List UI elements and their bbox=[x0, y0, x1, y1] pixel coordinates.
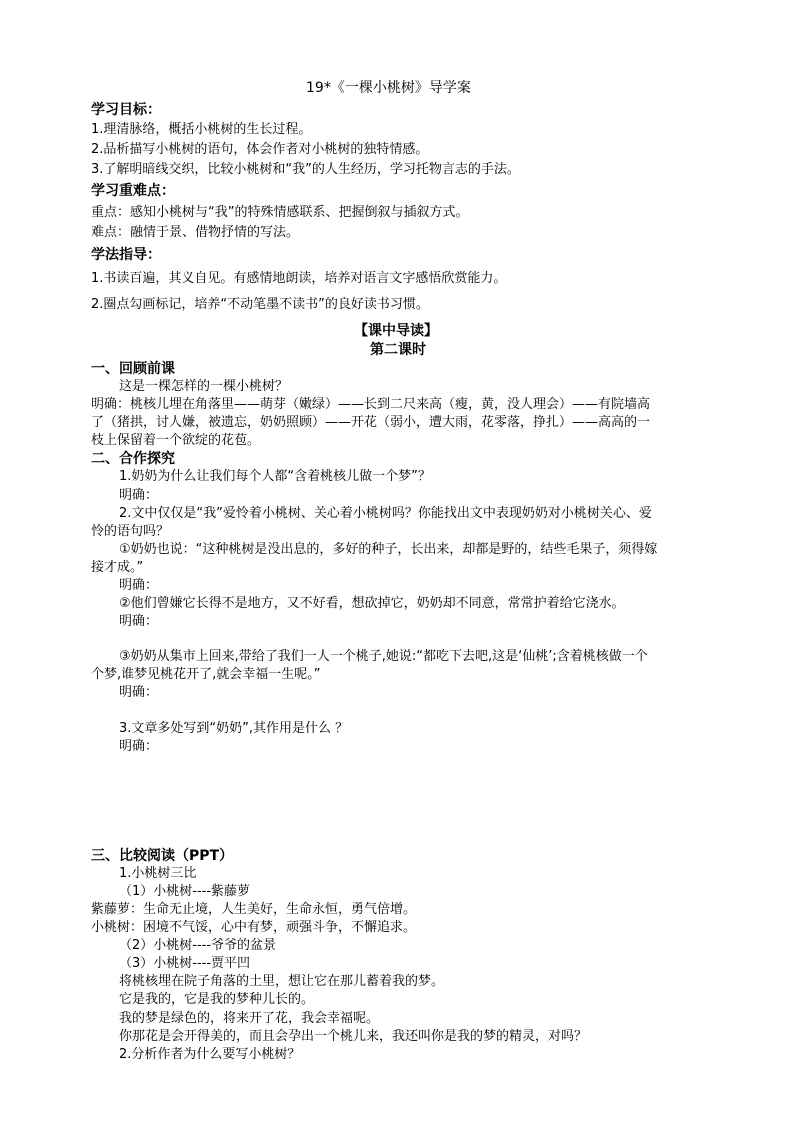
quote-line: 接才成。” bbox=[91, 560, 144, 575]
review-answer-line: 了（猪拱，讨人嫌，被遗忘，奶奶照顾）——开花（弱小，遭大雨，花零落，挣扎）——高高的一 bbox=[91, 415, 651, 430]
compare-line: 小桃树：困境不气馁，心中有梦，顽强斗争，不懈追求。 bbox=[91, 920, 417, 935]
lesson-heading: 第二课时 bbox=[370, 342, 426, 358]
inquiry-question-1: 1.奶奶为什么让我们每个人都“含着桃核儿做一个梦”？ bbox=[119, 469, 431, 484]
compare-line: （2）小桃树----爷爷的盆景 bbox=[119, 938, 277, 953]
guide-heading: 【课中导读】 bbox=[354, 323, 438, 339]
method-item: 2.圈点勾画标记，培养“不动笔墨不读书”的良好读书习惯。 bbox=[91, 297, 429, 312]
compare-line: 我的梦是绿色的，将来开了花，我会幸福呢。 bbox=[119, 1011, 380, 1026]
goals-heading: 学习目标： bbox=[91, 102, 161, 118]
goal-item: 3.了解明暗线交织，比较小桃树和“我”的人生经历，学习托物言志的手法。 bbox=[91, 162, 520, 177]
answer-label: 明确： bbox=[119, 488, 159, 503]
answer-label: 明确： bbox=[119, 614, 159, 629]
inquiry-question-2: 怜的语句吗？ bbox=[91, 524, 170, 539]
review-answer-line: 明确：桃核儿埋在角落里——萌芽（嫩绿）——长到二尺来高（瘦，黄，没人理会）——有院墙高 bbox=[91, 397, 651, 412]
compare-line: 它是我的，它是我的梦种儿长的。 bbox=[119, 992, 315, 1007]
methods-heading: 学法指导： bbox=[91, 247, 161, 263]
compare-line: （1）小桃树----紫藤萝 bbox=[119, 884, 251, 899]
keypoints-heading: 学习重难点： bbox=[91, 183, 175, 199]
compare-line: 你那花是会开得美的，而且会孕出一个桃儿来，我还叫你是我的梦的精灵，对吗？ bbox=[119, 1029, 588, 1044]
compare-line: （3）小桃树----贾平凹 bbox=[119, 956, 251, 971]
method-item: 1.书读百遍，其义自见。有感情地朗读，培养对语言文字感悟欣赏能力。 bbox=[91, 271, 507, 286]
review-heading: 一、回顾前课 bbox=[91, 361, 175, 377]
inquiry-question-2: 2.文中仅仅是“我”爱怜着小桃树、关心着小桃树吗？你能找出文中表现奶奶对小桃树关心、爱 bbox=[119, 506, 652, 521]
quote-line: ③奶奶从集市上回来,带给了我们一人一个桃子,她说:“都吃下去吧,这是‘仙桃’;含着桃核做一个 bbox=[119, 649, 648, 664]
compare-line: 将桃核埋在院子角落的土里，想让它在那儿蓄着我的梦。 bbox=[119, 974, 445, 989]
quote-line: ①奶奶也说：“这种桃树是没出息的，多好的种子，长出来，却都是野的，结些毛果子，须得嫁 bbox=[119, 542, 658, 557]
review-answer-line: 枝上保留着一个欲绽的花苞。 bbox=[91, 433, 261, 448]
compare-heading: 三、比较阅读（PPT） bbox=[91, 848, 234, 864]
keypoint-item: 难点：融情于景、借物抒情的写法。 bbox=[91, 225, 300, 240]
goal-item: 1.理清脉络，概括小桃树的生长过程。 bbox=[91, 122, 312, 137]
compare-line: 紫藤萝：生命无止境，人生美好，生命永恒，勇气倍增。 bbox=[91, 902, 417, 917]
quote-line: ②他们曾嫌它长得不是地方，又不好看，想砍掉它，奶奶却不同意，常常护着给它浇水。 bbox=[119, 596, 625, 611]
keypoint-item: 重点：感知小桃树与“我”的特殊情感联系、把握倒叙与插叙方式。 bbox=[91, 205, 469, 220]
doc-title: 19*《一棵小桃树》导学案 bbox=[306, 80, 471, 96]
inquiry-heading: 二、合作探究 bbox=[91, 451, 175, 467]
compare-line: 2.分析作者为什么要写小桃树？ bbox=[119, 1047, 301, 1062]
compare-line: 1.小桃树三比 bbox=[119, 866, 197, 881]
goal-item: 2.品析描写小桃树的语句，体会作者对小桃树的独特情感。 bbox=[91, 142, 429, 157]
answer-label: 明确： bbox=[119, 578, 159, 593]
inquiry-question-3: 3.文章多处写到“奶奶”,其作用是什么 ？ bbox=[119, 721, 349, 736]
review-question: 这是一棵怎样的一棵小桃树？ bbox=[119, 379, 289, 394]
quote-line: 个梦,谁梦见桃花开了,就会幸福一生呢。” bbox=[91, 667, 321, 682]
answer-label: 明确： bbox=[119, 739, 159, 754]
answer-label: 明确： bbox=[119, 685, 159, 700]
